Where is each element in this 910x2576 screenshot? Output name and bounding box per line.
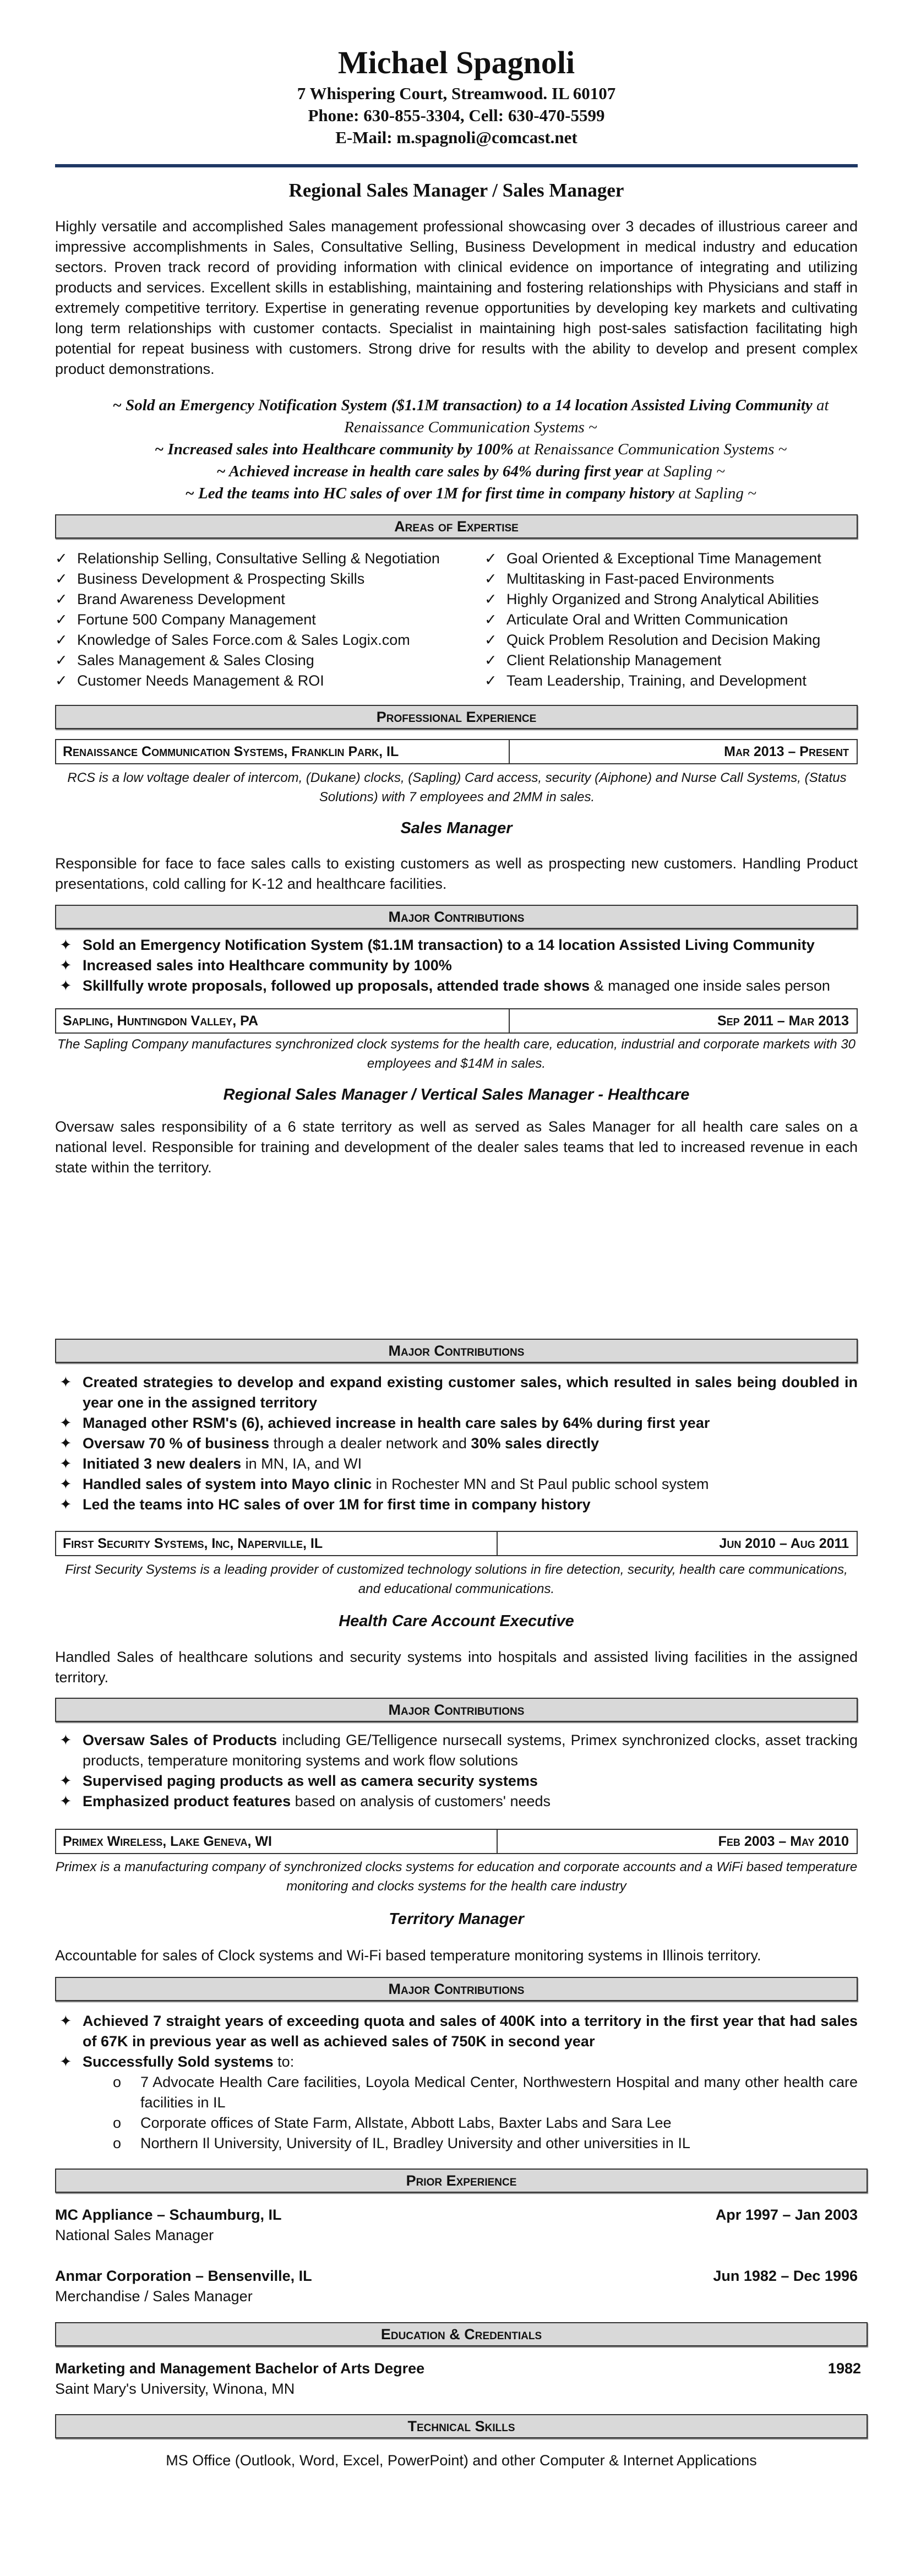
company-description: The Sapling Company manufactures synchronized clock systems for the health care, education, industrial and corporate markets with 30 employees and $14M in sales. — [57, 1037, 856, 1071]
check-icon: ✓ — [484, 632, 497, 648]
education-item — [55, 2358, 861, 2399]
company-description: First Security Systems is a leading provider of customized technology solutions in fire detection, security, health care communications, and educational communications. — [65, 1562, 848, 1596]
company-name: Renaissance Communication Systems, Franklin Park, IL — [56, 740, 510, 763]
expertise-list — [55, 548, 858, 691]
expertise-label: Relationship Selling, Consultative Selling & Negotiation — [77, 550, 440, 567]
contribution-text — [83, 1413, 858, 1433]
job-title: Health Care Account Executive — [339, 1612, 574, 1630]
job-header — [55, 1829, 858, 1854]
job-header — [55, 739, 858, 764]
contributions-list — [55, 1372, 858, 1515]
contribution-rest: through a dealer network and — [269, 1435, 471, 1452]
section-header-experience: Professional Experience — [55, 705, 858, 729]
contribution-bold: Skillfully wrote proposals, followed up proposals, attended trade shows — [83, 977, 590, 994]
contributions-list — [55, 1730, 858, 1812]
expertise-label: Fortune 500 Company Management — [77, 611, 316, 628]
contribution-rest: in MN, IA, and WI — [241, 1455, 362, 1472]
diamond-bullet-icon: ✦ — [59, 1415, 72, 1431]
expertise-label: Knowledge of Sales Force.com & Sales Logix.com — [77, 632, 410, 648]
contribution-bold: Oversaw Sales of Products — [83, 1732, 277, 1748]
contribution-bold: Created strategies to develop and expand existing customer sales, which resulted in sales being doubled in year one in the assigned territory — [83, 1374, 858, 1411]
check-icon: ✓ — [55, 570, 68, 587]
prior-dates: Jun 1982 – Dec 1996 — [713, 2268, 858, 2284]
section-header-contributions: Major Contributions — [55, 905, 858, 929]
expertise-item — [55, 610, 484, 630]
prior-company: Anmar Corporation – Bensenville, IL — [55, 2268, 312, 2284]
check-icon: ✓ — [484, 570, 497, 587]
section-header-expertise: Areas of Expertise — [55, 514, 858, 539]
contribution-bold: 30% sales directly — [471, 1435, 600, 1452]
diamond-bullet-icon: ✦ — [59, 1435, 72, 1452]
contribution-rest: to: — [273, 2053, 295, 2070]
company-description: RCS is a low voltage dealer of intercom, (Dukane) clocks, (Sapling) Card access, security (Aiphone) and Nurse Call Systems, (Status Solutions) with 7 employees and 2MM in sales. — [67, 770, 847, 805]
job-summary: Accountable for sales of Clock systems and Wi-Fi based temperature monitoring systems in Illinois territory. — [55, 1947, 761, 1964]
contribution-text — [83, 976, 858, 996]
contribution-bold: Initiated 3 new dealers — [83, 1455, 242, 1472]
check-icon: ✓ — [55, 632, 68, 648]
expertise-item — [55, 650, 484, 671]
contributions-list — [55, 935, 858, 996]
diamond-bullet-icon: ✦ — [59, 1793, 72, 1809]
contribution-item — [55, 955, 858, 976]
section-header-contributions: Major Contributions — [55, 1698, 858, 1722]
sub-item — [55, 2113, 858, 2133]
check-icon: ✓ — [55, 611, 68, 628]
degree-year: 1982 — [827, 2360, 861, 2377]
job-dates: Mar 2013 – Present — [724, 743, 849, 759]
contribution-bold: Supervised paging products as well as camera security systems — [83, 1773, 538, 1789]
diamond-bullet-icon: ✦ — [59, 1496, 72, 1513]
sub-item-text: Corporate offices of State Farm, Allstate, Abbott Labs, Baxter Labs and Sara Lee — [140, 2115, 672, 2131]
job-dates: Jun 2010 – Aug 2011 — [719, 1535, 849, 1551]
contribution-item — [55, 1413, 858, 1433]
expertise-label: Business Development & Prospecting Skills — [77, 570, 365, 587]
expertise-item — [55, 671, 484, 691]
contribution-bold: Increased sales into Healthcare community by 100% — [83, 957, 452, 974]
contribution-bold: Achieved 7 straight years of exceeding quota and sales of 400K into a territory in the first year that had sales of 67K in previous year as well as achieved sales of 750K in second year — [83, 2013, 858, 2050]
job-header — [55, 1531, 858, 1556]
contribution-item — [55, 935, 858, 955]
phone: Phone: 630-855-3304, Cell: 630-470-5599 — [308, 106, 605, 125]
expertise-item — [484, 548, 858, 569]
achievement: ~ Led the teams into HC sales of over 1M for first time in company history at Sapling ~ — [185, 485, 756, 502]
job-title: Sales Manager — [400, 819, 513, 837]
prior-item — [55, 2266, 858, 2307]
contribution-text — [83, 1494, 858, 1515]
contribution-item — [55, 1730, 858, 1771]
job-summary: Oversaw sales responsibility of a 6 state territory as well as served as Sales Manager for all health care sales on a national level. Responsible for training and development of the dealer sales teams that led to increased revenue in each state within the territory. — [55, 1118, 858, 1176]
contribution-text — [83, 2011, 858, 2052]
expertise-item — [55, 569, 484, 589]
job-title: Territory Manager — [389, 1910, 524, 1928]
achievement: ~ Sold an Emergency Notification System ($1.1M transaction) to a 14 location Assisted Living Community at Renaissance Communication Systems ~ — [112, 396, 829, 436]
company-name: Sapling, Huntingdon Valley, PA — [56, 1009, 510, 1032]
email: E-Mail: m.spagnoli@comcast.net — [335, 128, 577, 147]
contribution-text — [83, 1474, 858, 1494]
check-icon: ✓ — [55, 591, 68, 607]
circle-bullet-icon: o — [113, 2074, 122, 2090]
expertise-item — [484, 650, 858, 671]
expertise-label: Sales Management & Sales Closing — [77, 652, 314, 669]
contribution-item — [55, 1474, 858, 1494]
contribution-bold: Led the teams into HC sales of over 1M for first time in company history — [83, 1496, 591, 1513]
diamond-bullet-icon: ✦ — [59, 977, 72, 994]
expertise-item — [484, 589, 858, 610]
check-icon: ✓ — [55, 652, 68, 669]
contribution-text — [83, 955, 858, 976]
sub-item-text: 7 Advocate Health Care facilities, Loyola Medical Center, Northwestern Hospital and many other health care facilities in IL — [140, 2074, 858, 2111]
expertise-label: Customer Needs Management & ROI — [77, 672, 324, 689]
contribution-rest: including GE/Telligence nursecall systems, Primex synchronized clocks, asset tracking products, temperature monitoring systems and work flow solutions — [83, 1732, 858, 1769]
expertise-item — [55, 630, 484, 650]
contribution-bold: Successfully Sold systems — [83, 2053, 274, 2070]
prior-role: Merchandise / Sales Manager — [55, 2288, 253, 2305]
check-icon: ✓ — [484, 652, 497, 669]
contribution-item — [55, 2052, 858, 2072]
diamond-bullet-icon: ✦ — [59, 2053, 72, 2070]
contribution-bold: Sold an Emergency Notification System ($1.1M transaction) to a 14 location Assisted Living Community — [83, 937, 815, 953]
degree: Marketing and Management Bachelor of Arts Degree — [55, 2360, 425, 2377]
check-icon: ✓ — [484, 672, 497, 689]
sub-item-text: Northern Il University, University of IL, Bradley University and other universities in IL — [140, 2135, 690, 2151]
circle-bullet-icon: o — [113, 2115, 122, 2131]
prior-dates: Apr 1997 – Jan 2003 — [715, 2207, 858, 2223]
contribution-rest: & managed one inside sales person — [590, 977, 830, 994]
section-header-skills: Technical Skills — [55, 2414, 868, 2438]
contribution-text — [83, 1433, 858, 1454]
header-divider — [55, 164, 858, 167]
check-icon: ✓ — [55, 550, 68, 567]
sub-item — [55, 2072, 858, 2113]
summary: Highly versatile and accomplished Sales management professional showcasing over 3 decades of illustrious career and impressive accomplishments in Sales, Consultative Selling, Business Development in medical industry and education sectors. Proven track record of providing information with clinical evidence on importance of integrating and utilizing products and services. Excellent skills in establishing, maintaining and fostering relationships with Physicians and staff in extremely competitive territory. Expertise in generating revenue opportunities by developing key markets and cultivating long term relationships with customer contacts. Specialist in maintaining high post-sales satisfaction facilitating high potential for repeat business with customers. Strong drive for results with the ability to develop and present complex product demonstrations. — [55, 218, 858, 377]
contribution-text — [83, 1730, 858, 1771]
contribution-text — [83, 935, 858, 955]
company-name: Primex Wireless, Lake Geneva, WI — [56, 1830, 498, 1853]
expertise-item — [484, 671, 858, 691]
expertise-item — [55, 589, 484, 610]
circle-bullet-icon: o — [113, 2135, 122, 2151]
expertise-label: Brand Awareness Development — [77, 591, 285, 607]
check-icon: ✓ — [484, 591, 497, 607]
diamond-bullet-icon: ✦ — [59, 937, 72, 953]
achievement: ~ Increased sales into Healthcare community by 100% at Renaissance Communication Systems ~ — [154, 441, 787, 458]
school: Saint Mary's University, Winona, MN — [55, 2381, 295, 2397]
contribution-text — [83, 1771, 858, 1791]
expertise-item — [484, 569, 858, 589]
check-icon: ✓ — [484, 611, 497, 628]
contribution-item — [55, 1433, 858, 1454]
diamond-bullet-icon: ✦ — [59, 1476, 72, 1492]
technical-skills: MS Office (Outlook, Word, Excel, PowerPoint) and other Computer & Internet Applications — [166, 2452, 757, 2469]
candidate-name: Michael Spagnoli — [337, 45, 575, 80]
contribution-text — [83, 1791, 858, 1812]
expertise-item — [55, 548, 484, 569]
contribution-item — [55, 1494, 858, 1515]
headline: Regional Sales Manager / Sales Manager — [288, 180, 624, 201]
job-dates: Sep 2011 – Mar 2013 — [717, 1013, 849, 1029]
contribution-text — [83, 1454, 858, 1474]
expertise-label: Team Leadership, Training, and Development — [506, 672, 807, 689]
expertise-label: Articulate Oral and Written Communication — [506, 611, 788, 628]
company-name: First Security Systems, Inc, Naperville, IL — [56, 1532, 498, 1555]
section-header-contributions: Major Contributions — [55, 1977, 858, 2001]
diamond-bullet-icon: ✦ — [59, 2013, 72, 2029]
contribution-item — [55, 2011, 858, 2052]
contribution-rest: based on analysis of customers' needs — [291, 1793, 551, 1809]
expertise-item — [484, 630, 858, 650]
contribution-text — [83, 2052, 858, 2072]
contributions-list — [55, 2011, 858, 2154]
contribution-bold: Emphasized product features — [83, 1793, 291, 1809]
expertise-item — [484, 610, 858, 630]
contribution-bold: Handled sales of system into Mayo clinic — [83, 1476, 372, 1492]
diamond-bullet-icon: ✦ — [59, 957, 72, 974]
diamond-bullet-icon: ✦ — [59, 1455, 72, 1472]
achievements — [83, 394, 859, 504]
achievement: ~ Achieved increase in health care sales by 64% during first year at Sapling ~ — [216, 463, 725, 480]
section-header-contributions: Major Contributions — [55, 1339, 858, 1363]
prior-item — [55, 2205, 858, 2246]
contribution-rest: in Rochester MN and St Paul public school system — [372, 1476, 709, 1492]
expertise-label: Goal Oriented & Exceptional Time Management — [506, 550, 821, 567]
contribution-item — [55, 1771, 858, 1791]
expertise-label: Client Relationship Management — [506, 652, 722, 669]
diamond-bullet-icon: ✦ — [59, 1374, 72, 1390]
job-summary: Handled Sales of healthcare solutions and security systems into hospitals and assisted living facilities in the assigned territory. — [55, 1649, 858, 1686]
check-icon: ✓ — [55, 672, 68, 689]
contribution-item — [55, 1454, 858, 1474]
prior-role: National Sales Manager — [55, 2227, 214, 2243]
section-header-prior: Prior Experience — [55, 2169, 868, 2193]
contribution-item — [55, 1372, 858, 1413]
expertise-label: Multitasking in Fast-paced Environments — [506, 570, 775, 587]
contribution-text — [83, 1372, 858, 1413]
address: 7 Whispering Court, Streamwood. IL 60107 — [297, 84, 616, 103]
job-header — [55, 1008, 858, 1034]
prior-company: MC Appliance – Schaumburg, IL — [55, 2207, 282, 2223]
diamond-bullet-icon: ✦ — [59, 1732, 72, 1748]
section-header-education: Education & Credentials — [55, 2322, 868, 2346]
job-summary: Responsible for face to face sales calls to existing customers as well as prospecting new customers. Handling Product presentations, cold calling for K-12 and healthcare facilities. — [55, 855, 858, 892]
company-description: Primex is a manufacturing company of synchronized clocks systems for education and corporate accounts and a WiFi based temperature monitoring and clocks systems for the health care industry — [55, 1860, 858, 1894]
contribution-item — [55, 1791, 858, 1812]
sub-item — [55, 2133, 858, 2154]
diamond-bullet-icon: ✦ — [59, 1773, 72, 1789]
check-icon: ✓ — [484, 550, 497, 567]
job-title: Regional Sales Manager / Vertical Sales Manager - Healthcare — [223, 1086, 690, 1104]
expertise-label: Highly Organized and Strong Analytical Abilities — [506, 591, 819, 607]
contribution-bold: Oversaw 70 % of business — [83, 1435, 270, 1452]
contribution-bold: Managed other RSM's (6), achieved increase in health care sales by 64% during first year — [83, 1415, 710, 1431]
contribution-item — [55, 976, 858, 996]
expertise-label: Quick Problem Resolution and Decision Making — [506, 632, 821, 648]
job-dates: Feb 2003 – May 2010 — [718, 1833, 849, 1849]
